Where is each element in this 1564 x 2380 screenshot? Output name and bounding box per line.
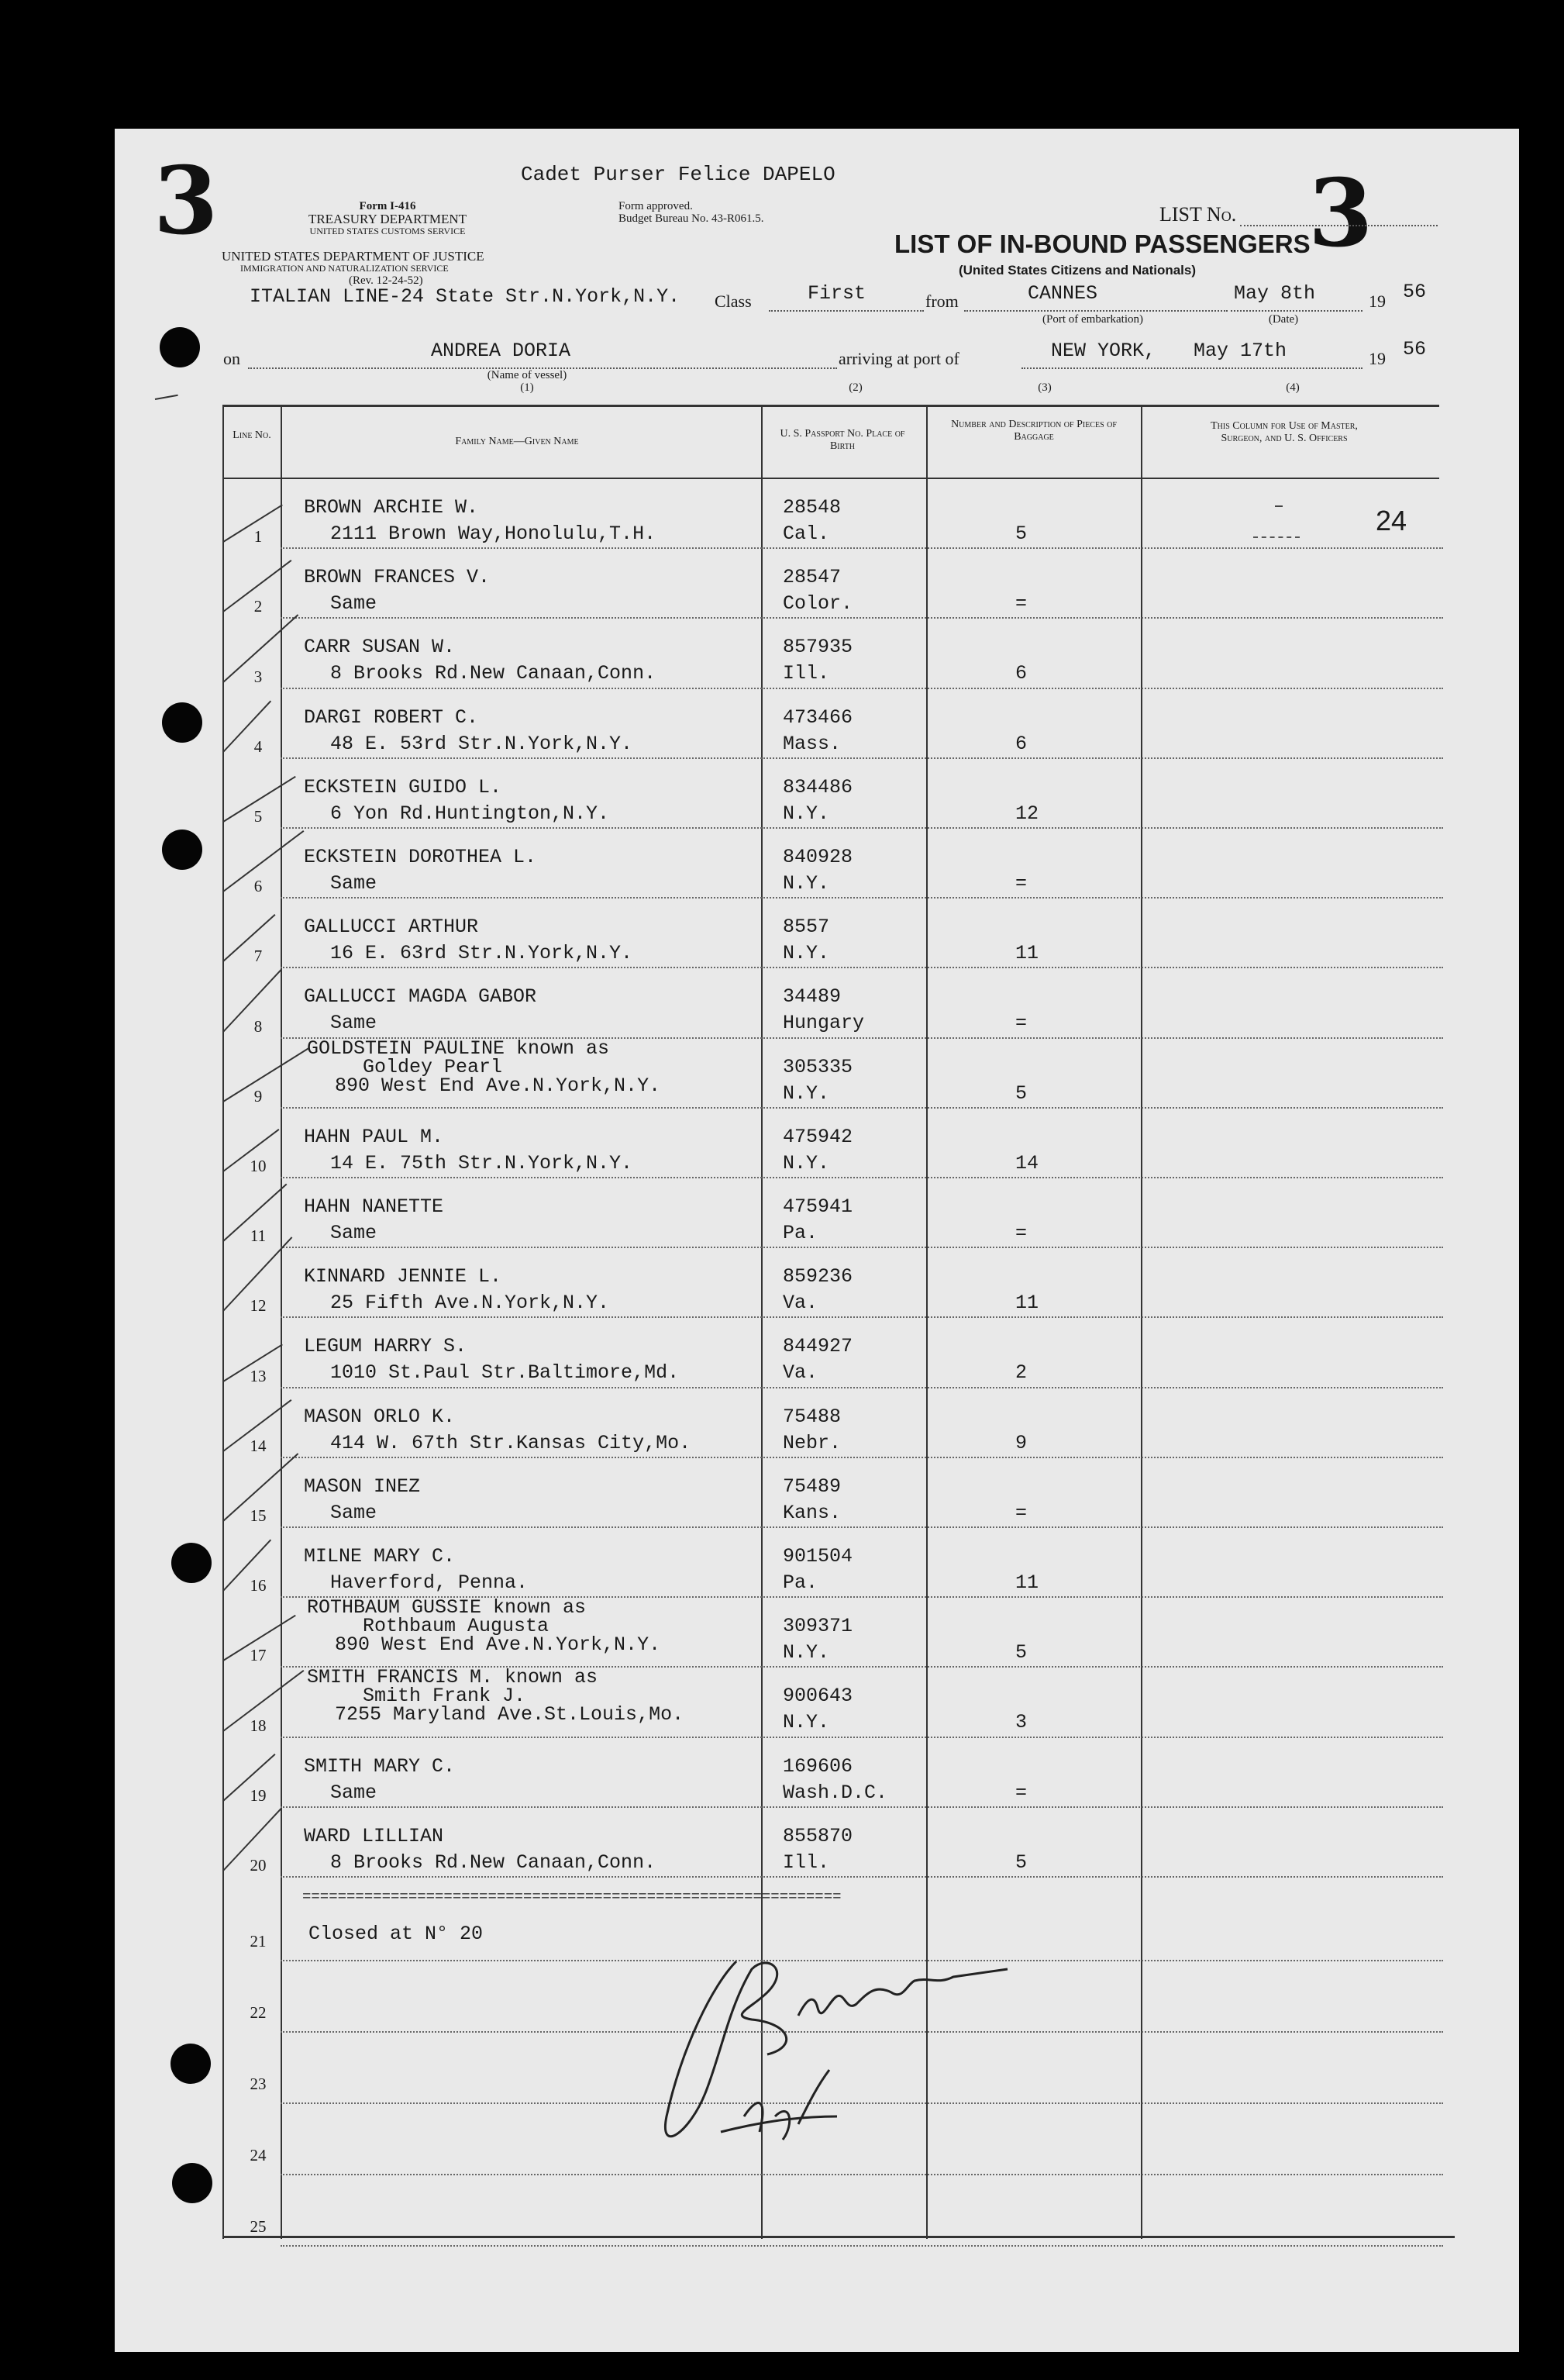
passport-number: 75489 bbox=[783, 1475, 842, 1498]
line-number: 2 bbox=[253, 597, 263, 616]
line-number: 4 bbox=[253, 737, 263, 756]
row-separator bbox=[281, 897, 1443, 899]
place-of-birth: Cal. bbox=[783, 523, 830, 545]
baggage-count: 14 bbox=[1015, 1152, 1039, 1174]
baggage-count: 2 bbox=[1015, 1361, 1028, 1384]
row-separator bbox=[281, 1387, 1443, 1388]
col-header-name: Family Name—Given Name bbox=[455, 436, 579, 447]
passenger-name: CARR SUSAN W. bbox=[304, 636, 456, 658]
passenger-address: 7255 Maryland Ave.St.Louis,Mo. bbox=[335, 1703, 684, 1726]
passenger-name: BROWN FRANCES V. bbox=[304, 566, 491, 588]
passenger-name: MILNE MARY C. bbox=[304, 1545, 456, 1568]
passenger-address: Same bbox=[330, 1012, 377, 1034]
passenger-name: HAHN NANETTE bbox=[304, 1195, 444, 1218]
passport-number: 473466 bbox=[783, 706, 853, 729]
row-separator bbox=[281, 617, 1443, 619]
row-separator bbox=[281, 2174, 1443, 2175]
from-line bbox=[964, 310, 1228, 312]
passenger-name: HAHN PAUL M. bbox=[304, 1126, 444, 1148]
vessel-caption: (Name of vessel) bbox=[487, 369, 567, 381]
passenger-address: 2111 Brown Way,Honolulu,T.H. bbox=[330, 523, 656, 545]
baggage-count: 11 bbox=[1015, 942, 1039, 964]
list-number: 3 bbox=[1308, 159, 1373, 268]
line-number: 3 bbox=[253, 667, 263, 686]
ins-service: IMMIGRATION AND NATURALIZATION SERVICE bbox=[240, 263, 449, 274]
line-number: 20 bbox=[250, 1856, 267, 1875]
class-value: First bbox=[808, 282, 866, 305]
passenger-address: Haverford, Penna. bbox=[330, 1571, 529, 1594]
line-number: 9 bbox=[253, 1087, 263, 1105]
punch-hole bbox=[160, 327, 200, 367]
purser-name: Cadet Purser Felice DAPELO bbox=[521, 163, 835, 186]
passenger-name: DARGI ROBERT C. bbox=[304, 706, 479, 729]
passport-number: 305335 bbox=[783, 1056, 853, 1078]
customs-service: UNITED STATES CUSTOMS SERVICE bbox=[309, 226, 466, 236]
passport-number: 855870 bbox=[783, 1825, 853, 1847]
from-port: CANNES bbox=[1028, 282, 1098, 305]
form-approved: Form approved. bbox=[618, 200, 693, 212]
line-number: 19 bbox=[250, 1786, 267, 1805]
passport-number: 901504 bbox=[783, 1545, 853, 1568]
place-of-birth: Va. bbox=[783, 1361, 818, 1384]
line-number: 13 bbox=[250, 1367, 267, 1385]
row-separator bbox=[281, 2245, 1443, 2247]
passenger-name: SMITH FRANCIS M. known as bbox=[307, 1666, 598, 1688]
line-number: 1 bbox=[253, 527, 263, 546]
place-of-birth: Ill. bbox=[783, 1851, 830, 1874]
place-of-birth: Pa. bbox=[783, 1571, 818, 1594]
row-separator bbox=[281, 757, 1443, 759]
punch-hole bbox=[162, 702, 202, 743]
passenger-name: LEGUM HARRY S. bbox=[304, 1335, 467, 1357]
list-no-label: LIST No. bbox=[1159, 203, 1237, 226]
passenger-address: 16 E. 63rd Str.N.York,N.Y. bbox=[330, 942, 633, 964]
col-header-baggage: Number and Description of Pieces of Baggage bbox=[951, 419, 1117, 443]
line-agent: ITALIAN LINE-24 State Str.N.York,N.Y. bbox=[250, 285, 680, 308]
line-number: 11 bbox=[250, 1226, 267, 1245]
row-separator bbox=[281, 1876, 1443, 1878]
passenger-name: KINNARD JENNIE L. bbox=[304, 1265, 502, 1288]
arrival-date: May 17th bbox=[1194, 340, 1287, 362]
passenger-name: SMITH MARY C. bbox=[304, 1755, 456, 1778]
row-separator bbox=[281, 688, 1443, 689]
passenger-name: MASON INEZ bbox=[304, 1475, 421, 1498]
place-of-birth: Mass. bbox=[783, 733, 842, 755]
col-header-line: Line No. bbox=[233, 429, 271, 441]
punch-hole bbox=[171, 1543, 212, 1583]
line-number: 6 bbox=[253, 877, 263, 895]
line-number: 23 bbox=[250, 2075, 267, 2093]
class-line bbox=[769, 310, 924, 312]
passenger-address: 1010 St.Paul Str.Baltimore,Md. bbox=[330, 1361, 680, 1384]
date-caption: (Date) bbox=[1268, 313, 1299, 326]
signature bbox=[636, 1938, 1039, 2171]
baggage-count: = bbox=[1015, 872, 1028, 895]
justice-dept: UNITED STATES DEPARTMENT OF JUSTICE bbox=[222, 249, 484, 264]
passport-number: 900643 bbox=[783, 1685, 853, 1707]
baggage-count: 11 bbox=[1015, 1571, 1039, 1594]
row-separator bbox=[281, 1526, 1443, 1528]
row-separator bbox=[281, 1737, 1443, 1738]
list-title: LIST OF IN-BOUND PASSENGERS bbox=[894, 229, 1311, 258]
line-number: 10 bbox=[250, 1157, 267, 1175]
baggage-count: 5 bbox=[1015, 1641, 1028, 1664]
passenger-name: ECKSTEIN GUIDO L. bbox=[304, 776, 502, 799]
row-separator bbox=[281, 547, 1443, 549]
arrival-line bbox=[1021, 367, 1362, 369]
closed-note: Closed at N° 20 bbox=[308, 1923, 484, 1945]
baggage-count: 3 bbox=[1015, 1711, 1028, 1733]
col-header-officers: This Column for Use of Master, Surgeon, and U. S. Officers bbox=[1211, 420, 1358, 445]
row-separator bbox=[281, 1316, 1443, 1318]
list-subtitle: (United States Citizens and Nationals) bbox=[958, 263, 1197, 278]
baggage-count: 5 bbox=[1015, 1851, 1028, 1874]
passenger-address: 890 West End Ave.N.York,N.Y. bbox=[335, 1633, 661, 1656]
baggage-count: = bbox=[1015, 1782, 1028, 1804]
place-of-birth: Ill. bbox=[783, 662, 830, 685]
passenger-address: 414 W. 67th Str.Kansas City,Mo. bbox=[330, 1432, 691, 1454]
baggage-count: = bbox=[1015, 1502, 1028, 1524]
row-separator bbox=[281, 1177, 1443, 1178]
budget-bureau: Budget Bureau No. 43-R061.5. bbox=[618, 212, 764, 225]
baggage-count: 12 bbox=[1015, 802, 1039, 825]
baggage-count: = bbox=[1015, 1222, 1028, 1244]
line-number: 7 bbox=[253, 947, 263, 965]
col-header-passport: U. S. Passport No. Place of Birth bbox=[780, 428, 905, 453]
line-number: 8 bbox=[253, 1017, 263, 1036]
row-separator bbox=[281, 1457, 1443, 1458]
passenger-alias: Smith Frank J. bbox=[363, 1685, 526, 1707]
class-label: Class bbox=[715, 291, 752, 311]
page-mark: 3 bbox=[153, 147, 219, 256]
place-of-birth: Va. bbox=[783, 1292, 818, 1314]
passport-number: 28547 bbox=[783, 566, 842, 588]
passport-number: 75488 bbox=[783, 1406, 842, 1428]
baggage-count: = bbox=[1015, 592, 1028, 615]
form-revision: (Rev. 12-24-52) bbox=[349, 274, 423, 287]
row-separator bbox=[281, 1806, 1443, 1808]
passport-number: 859236 bbox=[783, 1265, 853, 1288]
passport-number: 28548 bbox=[783, 496, 842, 519]
passport-number: 840928 bbox=[783, 846, 853, 868]
place-of-birth: Color. bbox=[783, 592, 853, 615]
passport-number: 475941 bbox=[783, 1195, 853, 1218]
row-separator bbox=[281, 1247, 1443, 1248]
passenger-name: GALLUCCI ARTHUR bbox=[304, 916, 479, 938]
baggage-count: 6 bbox=[1015, 733, 1028, 755]
arriving-label: arriving at port of bbox=[839, 349, 959, 368]
passenger-address: Same bbox=[330, 1782, 377, 1804]
passport-number: 34489 bbox=[783, 985, 842, 1008]
closing-separator: ============================================================= bbox=[302, 1888, 842, 1906]
caption-2: (2) bbox=[849, 381, 863, 394]
line-number: 22 bbox=[250, 2003, 267, 2022]
passport-number: 844927 bbox=[783, 1335, 853, 1357]
passenger-address: 890 West End Ave.N.York,N.Y. bbox=[335, 1074, 661, 1097]
row-separator bbox=[281, 827, 1443, 829]
place-of-birth: N.Y. bbox=[783, 1082, 830, 1105]
baggage-count: 5 bbox=[1015, 1082, 1028, 1105]
passenger-name: GALLUCCI MAGDA GABOR bbox=[304, 985, 537, 1008]
vessel-name: ANDREA DORIA bbox=[431, 340, 571, 362]
passenger-address: 8 Brooks Rd.New Canaan,Conn. bbox=[330, 662, 656, 685]
passport-number: 834486 bbox=[783, 776, 853, 799]
year2-value: 56 bbox=[1403, 338, 1427, 360]
line-number: 14 bbox=[250, 1437, 267, 1455]
date-line bbox=[1231, 310, 1362, 312]
sail-date: May 8th bbox=[1234, 282, 1316, 305]
line-number: 15 bbox=[250, 1506, 267, 1525]
passenger-address: Same bbox=[330, 592, 377, 615]
line-number: 21 bbox=[250, 1932, 267, 1951]
line-number: 18 bbox=[250, 1716, 267, 1735]
passenger-name: MASON ORLO K. bbox=[304, 1406, 456, 1428]
list-no-line bbox=[1240, 225, 1438, 226]
passenger-address: Same bbox=[330, 1222, 377, 1244]
place-of-birth: N.Y. bbox=[783, 802, 830, 825]
passenger-address: 25 Fifth Ave.N.York,N.Y. bbox=[330, 1292, 610, 1314]
passenger-address: Same bbox=[330, 872, 377, 895]
punch-hole bbox=[172, 2163, 212, 2203]
passenger-alias: Rothbaum Augusta bbox=[363, 1615, 549, 1637]
passenger-address: 48 E. 53rd Str.N.York,N.Y. bbox=[330, 733, 633, 755]
place-of-birth: N.Y. bbox=[783, 1711, 830, 1733]
line-number: 25 bbox=[250, 2217, 267, 2236]
passport-number: 169606 bbox=[783, 1755, 853, 1778]
line-number: 24 bbox=[250, 2146, 267, 2164]
passenger-name: ECKSTEIN DOROTHEA L. bbox=[304, 846, 537, 868]
on-label: on bbox=[223, 349, 240, 368]
passport-number: 475942 bbox=[783, 1126, 853, 1148]
passenger-name: ROTHBAUM GUSSIE known as bbox=[307, 1596, 587, 1619]
passport-number: 8557 bbox=[783, 916, 830, 938]
punch-hole bbox=[162, 830, 202, 870]
passenger-name: WARD LILLIAN bbox=[304, 1825, 444, 1847]
passenger-address: 8 Brooks Rd.New Canaan,Conn. bbox=[330, 1851, 656, 1874]
caption-3: (3) bbox=[1038, 381, 1052, 394]
passenger-alias: Goldey Pearl bbox=[363, 1056, 503, 1078]
passenger-address: Same bbox=[330, 1502, 377, 1524]
place-of-birth: N.Y. bbox=[783, 872, 830, 895]
place-of-birth: Pa. bbox=[783, 1222, 818, 1244]
place-of-birth: Kans. bbox=[783, 1502, 842, 1524]
passenger-name: BROWN ARCHIE W. bbox=[304, 496, 479, 519]
passport-number: 857935 bbox=[783, 636, 853, 658]
passenger-address: 6 Yon Rd.Huntington,N.Y. bbox=[330, 802, 610, 825]
year-value: 56 bbox=[1403, 281, 1427, 303]
place-of-birth: Wash.D.C. bbox=[783, 1782, 888, 1804]
row-separator bbox=[281, 967, 1443, 968]
line-number: 12 bbox=[250, 1296, 267, 1315]
caption-1: (1) bbox=[520, 381, 534, 394]
line-number: 5 bbox=[253, 807, 263, 826]
passenger-name: GOLDSTEIN PAULINE known as bbox=[307, 1037, 610, 1060]
place-of-birth: Nebr. bbox=[783, 1432, 842, 1454]
baggage-count: 5 bbox=[1015, 523, 1028, 545]
arrival-port: NEW YORK, bbox=[1051, 340, 1156, 362]
baggage-count: 11 bbox=[1015, 1292, 1039, 1314]
line-number: 17 bbox=[250, 1646, 267, 1664]
baggage-count: 9 bbox=[1015, 1432, 1028, 1454]
passenger-address: 14 E. 75th Str.N.York,N.Y. bbox=[330, 1152, 633, 1174]
officer-note: 24 bbox=[1376, 505, 1407, 536]
place-of-birth: Hungary bbox=[783, 1012, 865, 1034]
caption-4: (4) bbox=[1286, 381, 1300, 394]
place-of-birth: N.Y. bbox=[783, 1152, 830, 1174]
form-number: Form I-416 bbox=[359, 200, 416, 212]
row-separator bbox=[281, 1107, 1443, 1109]
port-embark-caption: (Port of embarkation) bbox=[1042, 313, 1143, 326]
place-of-birth: N.Y. bbox=[783, 1641, 830, 1664]
from-label: from bbox=[925, 291, 959, 311]
line-number: 16 bbox=[250, 1576, 267, 1595]
baggage-count: = bbox=[1015, 1012, 1028, 1034]
punch-hole bbox=[171, 2044, 211, 2084]
treasury-dept: TREASURY DEPARTMENT bbox=[308, 212, 467, 226]
baggage-count: 6 bbox=[1015, 662, 1028, 685]
year-prefix: 19 bbox=[1369, 291, 1386, 311]
passport-number: 309371 bbox=[783, 1615, 853, 1637]
year2-prefix: 19 bbox=[1369, 349, 1386, 368]
place-of-birth: N.Y. bbox=[783, 942, 830, 964]
